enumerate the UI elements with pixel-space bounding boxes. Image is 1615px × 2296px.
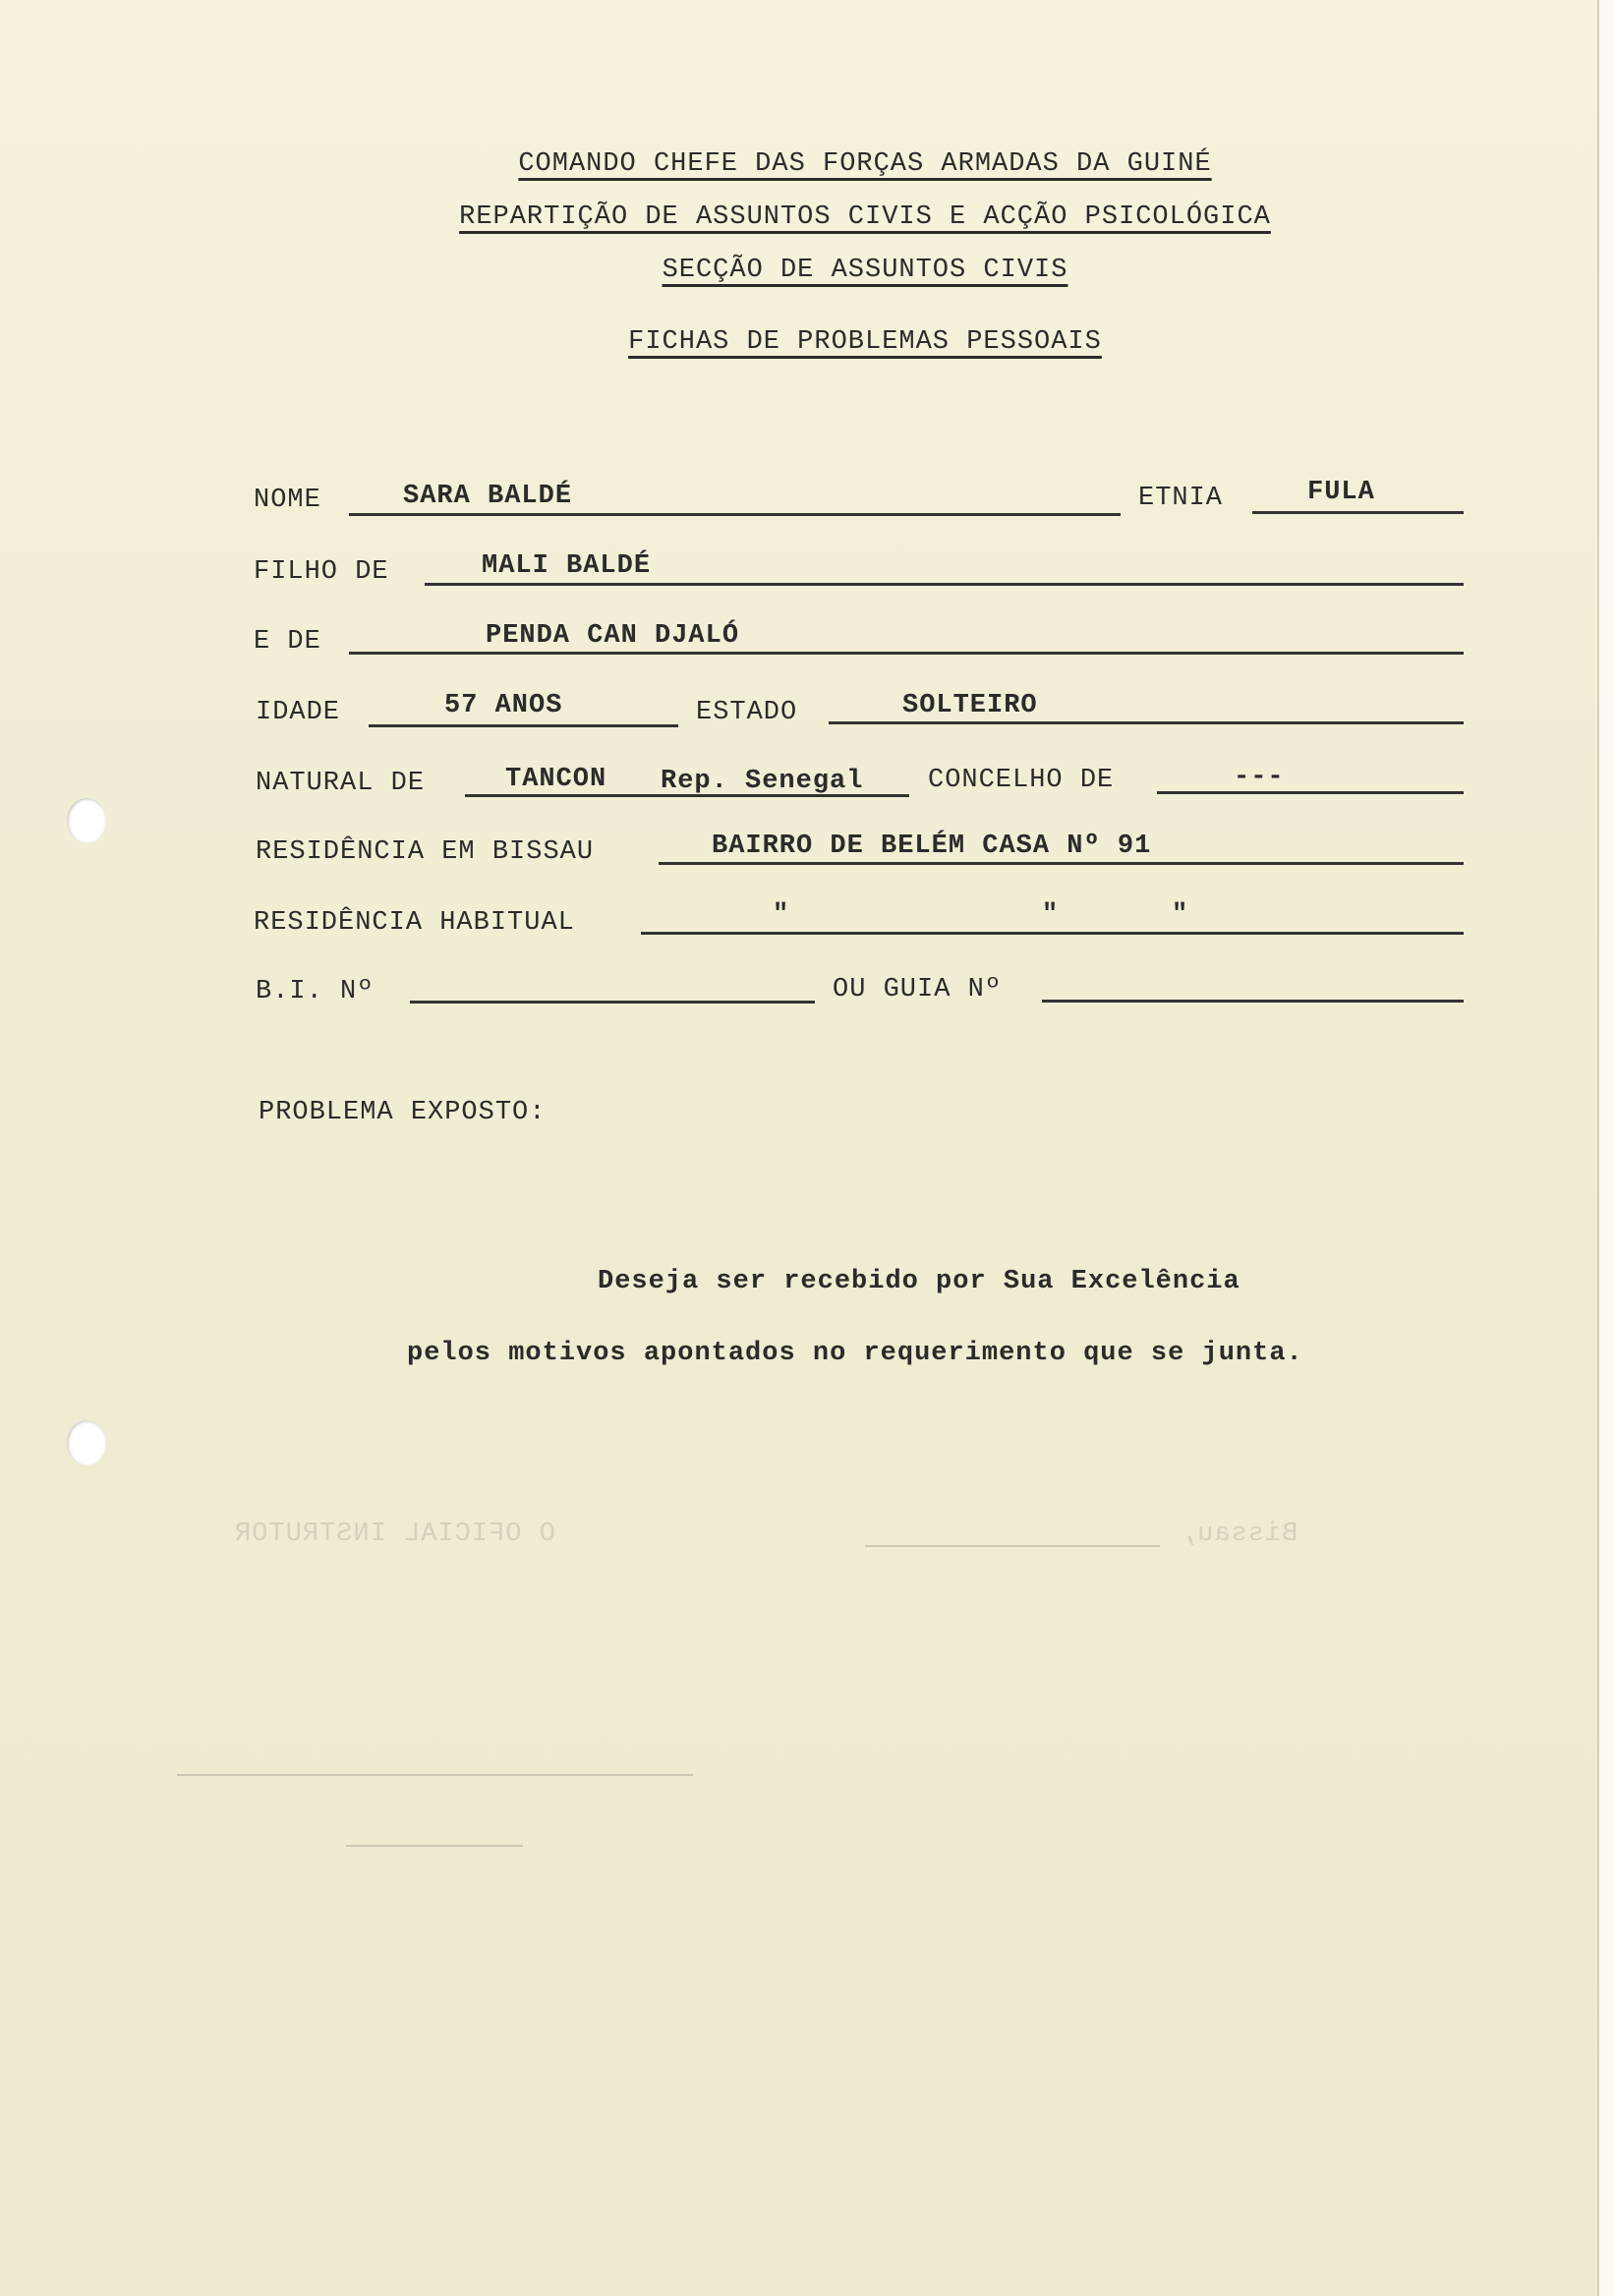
guia-label: OU GUIA Nº [833,975,1003,1004]
punch-hole-top [67,798,106,843]
bi-line [410,1001,815,1004]
guia-line [1042,1000,1464,1003]
estado-label: ESTADO [696,698,798,727]
estado-line [829,721,1464,724]
e-de-value: PENDA CAN DJALÓ [486,621,740,651]
show-through-place: Bissau, [1180,1520,1298,1549]
etnia-line [1252,511,1464,514]
natural-de-value: TANCON [505,765,607,794]
idade-label: IDADE [256,698,341,727]
residencia-habitual-line [641,932,1464,935]
show-through-short-line [346,1845,523,1847]
show-through-officer: O OFICIAL INSTRUTOR [234,1520,555,1549]
concelho-de-value: --- [1234,763,1285,792]
bi-label: B.I. Nº [256,977,375,1006]
natural-de-country: Rep. Senegal [661,767,864,796]
residencia-bissau-line [659,862,1464,865]
filho-de-value: MALI BALDÉ [482,551,652,581]
idade-line [369,724,678,727]
nome-label: NOME [254,486,321,515]
header-command: COMANDO CHEFE DAS FORÇAS ARMADAS DA GUINÉ [518,149,1212,179]
ditto-mark-3: " [1172,900,1189,930]
concelho-de-line [1157,791,1464,794]
estado-value: SOLTEIRO [902,691,1038,720]
etnia-label: ETNIA [1138,484,1224,513]
residencia-bissau-label: RESIDÊNCIA EM BISSAU [256,837,595,867]
residencia-bissau-value: BAIRRO DE BELÉM CASA Nº 91 [712,832,1152,861]
ditto-mark-1: " [773,900,790,930]
e-de-label: E DE [254,627,321,657]
residencia-habitual-label: RESIDÊNCIA HABITUAL [254,908,575,938]
show-through-date-line [865,1545,1160,1547]
filho-de-label: FILHO DE [254,557,389,587]
header-section: SECÇÃO DE ASSUNTOS CIVIS [662,256,1068,285]
problema-label: PROBLEMA EXPOSTO: [259,1098,547,1127]
natural-de-label: NATURAL DE [256,769,426,798]
show-through-signature-line [177,1774,693,1776]
problema-text-line2: pelos motivos apontados no requerimento que se junta. [407,1339,1303,1368]
punch-hole-bottom [67,1420,106,1465]
problema-text-line1: Deseja ser recebido por Sua Excelência [598,1267,1240,1296]
e-de-line [349,652,1464,655]
document-title: FICHAS DE PROBLEMAS PESSOAIS [628,327,1102,357]
nome-line [349,513,1121,516]
ditto-mark-2: " [1042,900,1060,930]
filho-de-line [425,583,1464,586]
nome-value: SARA BALDÉ [403,482,573,511]
concelho-de-label: CONCELHO DE [928,766,1115,795]
idade-value: 57 ANOS [444,691,563,720]
etnia-value: FULA [1307,478,1375,507]
header-department: REPARTIÇÃO DE ASSUNTOS CIVIS E ACÇÃO PSICOLÓGICA [459,202,1271,232]
